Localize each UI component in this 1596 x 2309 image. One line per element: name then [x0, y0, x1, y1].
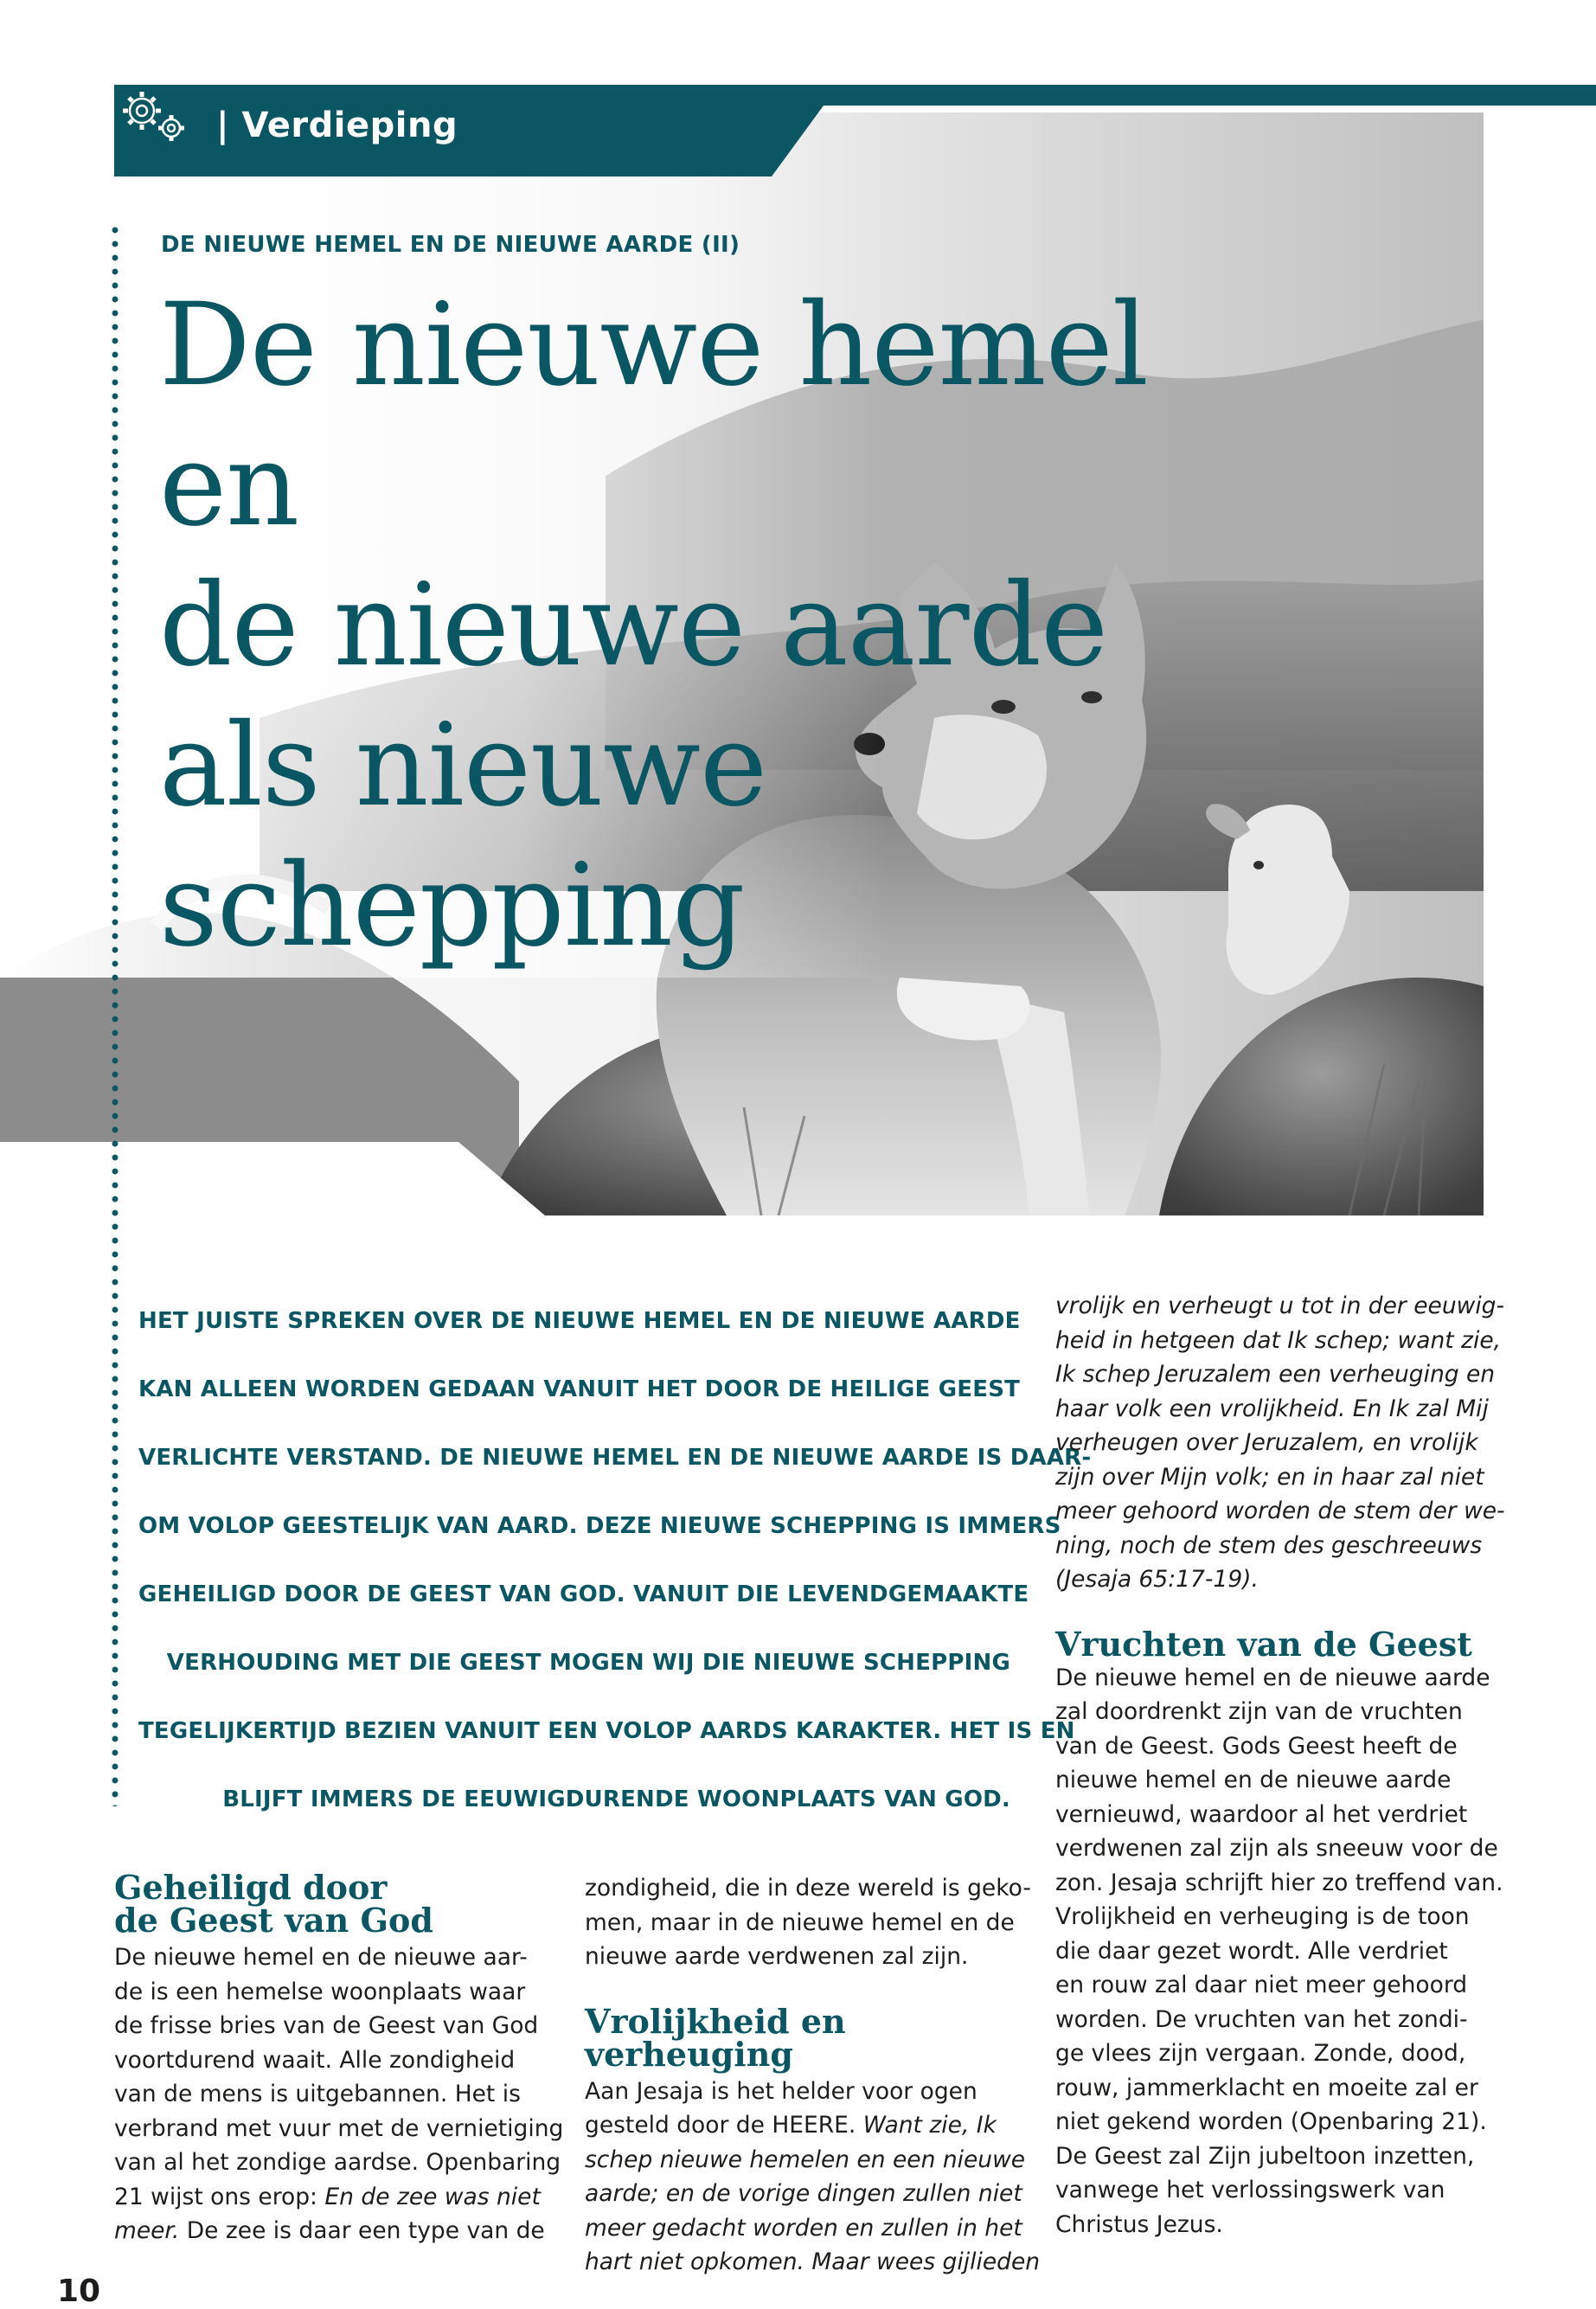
body-line: worden. De vruchten van het zondi-	[1055, 2005, 1468, 2033]
title-line: De nieuwe hemel en	[159, 279, 1148, 552]
intro-line: KAN ALLEEN WORDEN GEDAAN VANUIT HET DOOR DE HEILIGE GEEST	[138, 1376, 1021, 1402]
body-line: zon. Jesaja schrijft hier zo treffend van.	[1055, 1869, 1503, 1896]
quote-text: Want zie, Ik	[862, 2112, 997, 2139]
quote-line: haar volk een vrolijkheid. En Ik zal Mij	[1055, 1395, 1489, 1422]
body-line: die daar gezet wordt. Alle verdriet	[1055, 1937, 1448, 1965]
heading-line: Geheiligd door	[114, 1868, 388, 1907]
title-line: de nieuwe aarde	[159, 559, 1108, 692]
body-line: De nieuwe hemel en de nieuwe aarde	[1055, 1664, 1490, 1691]
body-line: Aan Jesaja is het helder voor ogen	[585, 2077, 977, 2105]
body-paragraph	[1055, 1661, 1503, 2242]
body-line	[114, 2180, 540, 2215]
quote-line: heid in hetgeen dat Ik schep; want zie,	[1055, 1326, 1502, 1354]
intro-line: VERHOUDING MET DIE GEEST MOGEN WIJ DIE NIEUWE SCHEPPING	[166, 1650, 1010, 1676]
body-line	[585, 2108, 1010, 2143]
gears-icon	[114, 85, 194, 147]
quote-line: Ik schep Jeruzalem een verheuging en	[1055, 1361, 1496, 1388]
column-1	[114, 1868, 564, 2248]
section-heading: Vrolijkheid en verheuging	[585, 2001, 846, 2074]
article-title	[159, 275, 1284, 976]
body-line: en rouw zal daar niet meer gehoord	[1055, 1972, 1468, 1998]
intro-line: BLIJFT IMMERS DE EEUWIGDURENDE WOONPLAATS VAN GOD.	[222, 1786, 1010, 1812]
section-label: | Verdieping	[216, 106, 458, 145]
body-line: van al het zondige aardse. Openbaring	[114, 2149, 561, 2176]
quote-line: (Jesaja 65:17-19).	[1055, 1566, 1259, 1593]
body-line: nieuwe aarde verdwenen zal zijn.	[585, 1943, 969, 1970]
body-line: nieuwe hemel en de nieuwe aarde	[1055, 1767, 1452, 1793]
body-paragraph	[114, 1940, 564, 2248]
quote-line: verheugen over Jeruzalem, en vrolijk	[1055, 1429, 1478, 1456]
article-intro	[138, 1287, 1092, 1834]
body-line: Christus Jezus.	[1055, 2210, 1223, 2238]
body-line: verbrand met vuur met de vernietiging	[114, 2114, 564, 2142]
quote-line: vrolijk en verheugt u tot in der eeuwig-	[1055, 1292, 1505, 1319]
section-heading	[114, 1868, 540, 1940]
column-2	[585, 1871, 1041, 2280]
intro-line: GEHEILIGD DOOR DE GEEST VAN GOD. VANUIT DIE LEVENDGEMAAKTE	[138, 1581, 1029, 1607]
title-line: schepping	[159, 839, 745, 972]
body-paragraph	[585, 2075, 1041, 2280]
quote-line: zijn over Mijn volk; en in haar zal niet	[1055, 1463, 1484, 1491]
body-line: van de mens is uitgebannen. Het is	[114, 2081, 521, 2107]
body-line: zondigheid, die in deze wereld is geko-	[585, 1875, 1031, 1902]
title-line: als nieuwe	[159, 699, 767, 832]
body-line: verdwenen zal zijn als sneeuw voor de	[1055, 1835, 1498, 1862]
body-text: De zee is daar een type van de	[179, 2217, 545, 2244]
body-line: vernieuwd, waardoor al het verdriet	[1055, 1800, 1468, 1828]
body-line: de is een hemelse woonplaats waar	[114, 1978, 526, 2005]
body-line: Vrolijkheid en verheuging is de toon	[1055, 1903, 1470, 1930]
body-text: gesteld door de HEERE.	[585, 2112, 863, 2139]
section-header-band	[114, 85, 1596, 176]
body-paragraph	[585, 1871, 1031, 1974]
quote-text: En de zee was niet	[324, 2183, 541, 2210]
quote-line: schep nieuwe hemelen en een nieuwe	[585, 2145, 1026, 2173]
body-line: van de Geest. Gods Geest heeft de	[1055, 1732, 1458, 1760]
quote-text: meer.	[114, 2217, 180, 2244]
article-kicker: DE NIEUWE HEMEL EN DE NIEUWE AARDE (II)	[161, 232, 740, 258]
section-heading: Vruchten van de Geest	[1055, 1624, 1472, 1664]
quote-line: meer gedacht worden en zullen in het	[585, 2214, 1022, 2242]
body-line: ge vlees zijn vergaan. Zonde, dood,	[1055, 2040, 1466, 2067]
quote-line: hart niet opkomen. Maar wees gijlieden	[585, 2248, 1041, 2275]
body-line: voortdurend waait. Alle zondigheid	[114, 2046, 516, 2074]
column-3	[1055, 1289, 1505, 2242]
heading-line: de Geest van God	[114, 1901, 433, 1940]
body-line: rouw, jammerklacht en moeite zal er	[1055, 2074, 1478, 2101]
quote-line: aarde; en de vorige dingen zullen niet	[585, 2180, 1022, 2207]
body-line: vanwege het verlossingswerk van	[1055, 2177, 1445, 2203]
body-line: niet gekend worden (Openbaring 21).	[1055, 2108, 1487, 2135]
dotted-vertical-rule	[111, 223, 119, 1806]
quote-line: ning, noch de stem des geschreeuws	[1055, 1531, 1483, 1559]
quote-line: meer gehoord worden de stem der we-	[1055, 1498, 1505, 1524]
intro-line: VERLICHTE VERSTAND. DE NIEUWE HEMEL EN DE NIEUWE AARDE IS DAAR-	[138, 1445, 1092, 1471]
body-line: De Geest zal Zijn jubeltoon inzetten,	[1055, 2142, 1475, 2170]
intro-line: TEGELIJKERTIJD BEZIEN VANUIT EEN VOLOP AARDS KARAKTER. HET IS EN	[138, 1718, 1075, 1744]
body-line	[114, 2214, 545, 2248]
intro-line: OM VOLOP GEESTELIJK VAN AARD. DEZE NIEUWE SCHEPPING IS IMMERS	[138, 1513, 1061, 1539]
body-line: men, maar in de nieuwe hemel en de	[585, 1908, 1015, 1936]
body-line: De nieuwe hemel en de nieuwe aar-	[114, 1944, 528, 1971]
page-number: 10	[57, 2274, 101, 2309]
quote-paragraph	[1055, 1289, 1505, 1597]
body-text: 21 wijst ons erop:	[114, 2183, 325, 2210]
intro-line: HET JUISTE SPREKEN OVER DE NIEUWE HEMEL EN DE NIEUWE AARDE	[138, 1308, 1021, 1334]
body-line: de frisse bries van de Geest van God	[114, 2012, 539, 2039]
body-line: zal doordrenkt zijn van de vruchten	[1055, 1698, 1463, 1725]
